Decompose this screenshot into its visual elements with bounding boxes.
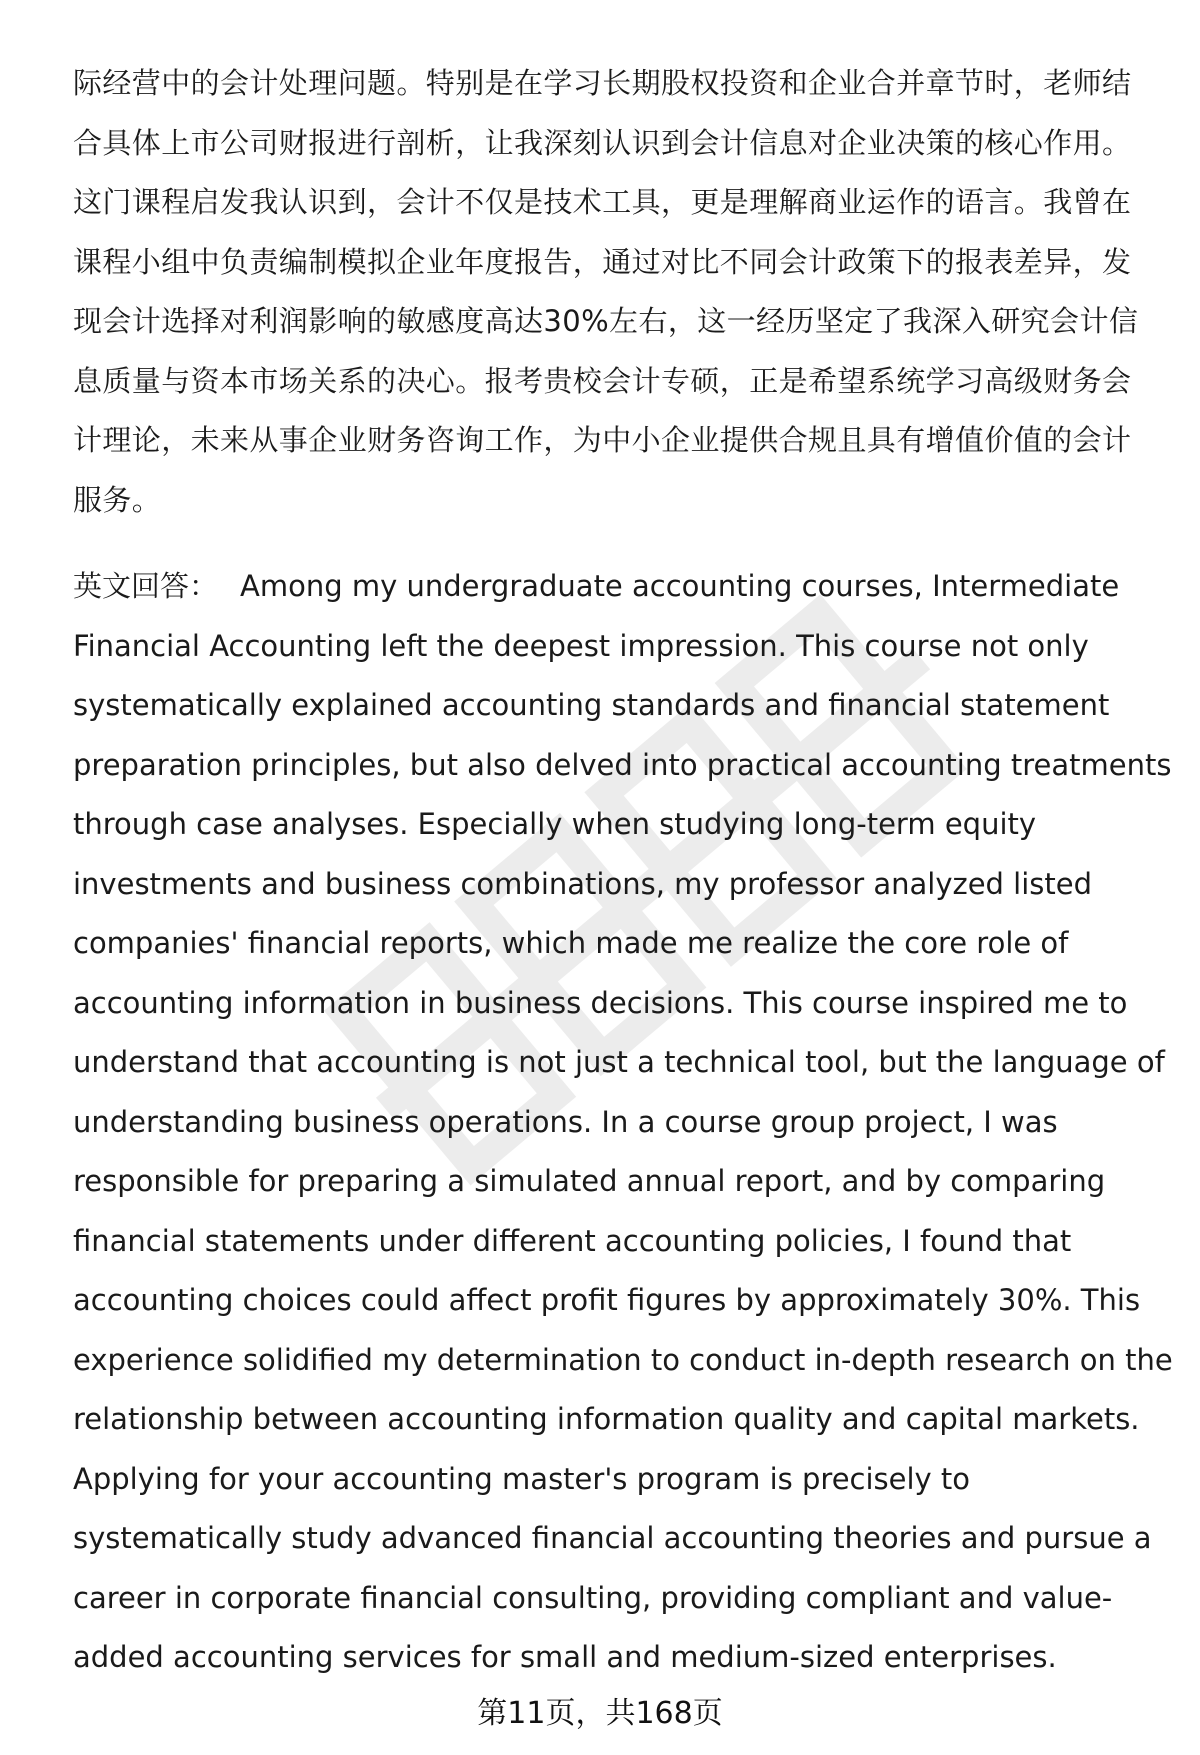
- english-answer-first-line: [73, 557, 1163, 617]
- paragraph-line: responsible for preparing a simulated annual report, and by comparing: [73, 1164, 1106, 1198]
- paragraph-line: financial statements under different accounting policies, I found that: [73, 1223, 1072, 1258]
- paragraph-line: 课程小组中负责编制模拟企业年度报告，通过对比不同会计政策下的报表差异，发: [73, 244, 1132, 279]
- paragraph-line: companies' financial reports, which made me realize the core role of: [73, 926, 1069, 960]
- paragraph-line: investments and business combinations, my professor analyzed listed: [73, 866, 1093, 901]
- chinese-paragraph: [73, 54, 1163, 530]
- paragraph-line: preparation principles, but also delved into practical accounting treatments: [73, 747, 1172, 782]
- paragraph-line: added accounting services for small and medium-sized enterprises.: [73, 1640, 1057, 1674]
- paragraph-line: career in corporate financial consulting, providing compliant and value-: [73, 1580, 1113, 1615]
- paragraph-line: Among my undergraduate accounting courses, Intermediate: [240, 569, 1120, 603]
- paragraph-line: relationship between accounting information quality and capital markets.: [73, 1402, 1140, 1436]
- paragraph-line: 这门课程启发我认识到，会计不仅是技术工具，更是理解商业运作的语言。我曾在: [73, 185, 1132, 219]
- paragraph-line: accounting information in business decisions. This course inspired me to: [73, 985, 1128, 1020]
- paragraph-line: 合具体上市公司财报进行剖析，让我深刻认识到会计信息对企业决策的核心作用。: [73, 125, 1132, 160]
- english-answer: [73, 557, 1173, 1688]
- paragraph-line: understanding business operations. In a course group project, I was: [73, 1104, 1058, 1139]
- paragraph-line: experience solidified my determination to conduct in-depth research on the: [73, 1342, 1173, 1377]
- paragraph-line: 现会计选择对利润影响的敏感度高达30%左右，这一经历坚定了我深入研究会计信: [73, 304, 1139, 338]
- paragraph-line: Applying for your accounting master's program is precisely to: [73, 1461, 971, 1496]
- paragraph-line: systematically explained accounting standards and financial statement: [73, 688, 1110, 722]
- paragraph-line: through case analyses. Especially when studying long-term equity: [73, 807, 1037, 841]
- paragraph-line: systematically study advanced financial accounting theories and pursue a: [73, 1521, 1152, 1555]
- english-answer-label: 英文回答：: [73, 569, 219, 603]
- paragraph-line: accounting choices could affect profit figures by approximately 30%. This: [73, 1283, 1141, 1317]
- document-page: [73, 54, 1173, 1688]
- paragraph-line: 服务。: [73, 482, 162, 517]
- page-number: 第11页，共168页: [477, 1696, 723, 1731]
- paragraph-line: understand that accounting is not just a technical tool, but the language of: [73, 1045, 1165, 1079]
- paragraph-line: 计理论，未来从事企业财务咨询工作，为中小企业提供合规且具有增值价值的会计: [73, 423, 1132, 457]
- paragraph-line: 际经营中的会计处理问题。特别是在学习长期股权投资和企业合并章节时，老师结: [73, 66, 1132, 100]
- paragraph-line: 息质量与资本市场关系的决心。报考贵校会计专硕，正是希望系统学习高级财务会: [73, 363, 1132, 398]
- paragraph-line: Financial Accounting left the deepest impression. This course not only: [73, 628, 1089, 663]
